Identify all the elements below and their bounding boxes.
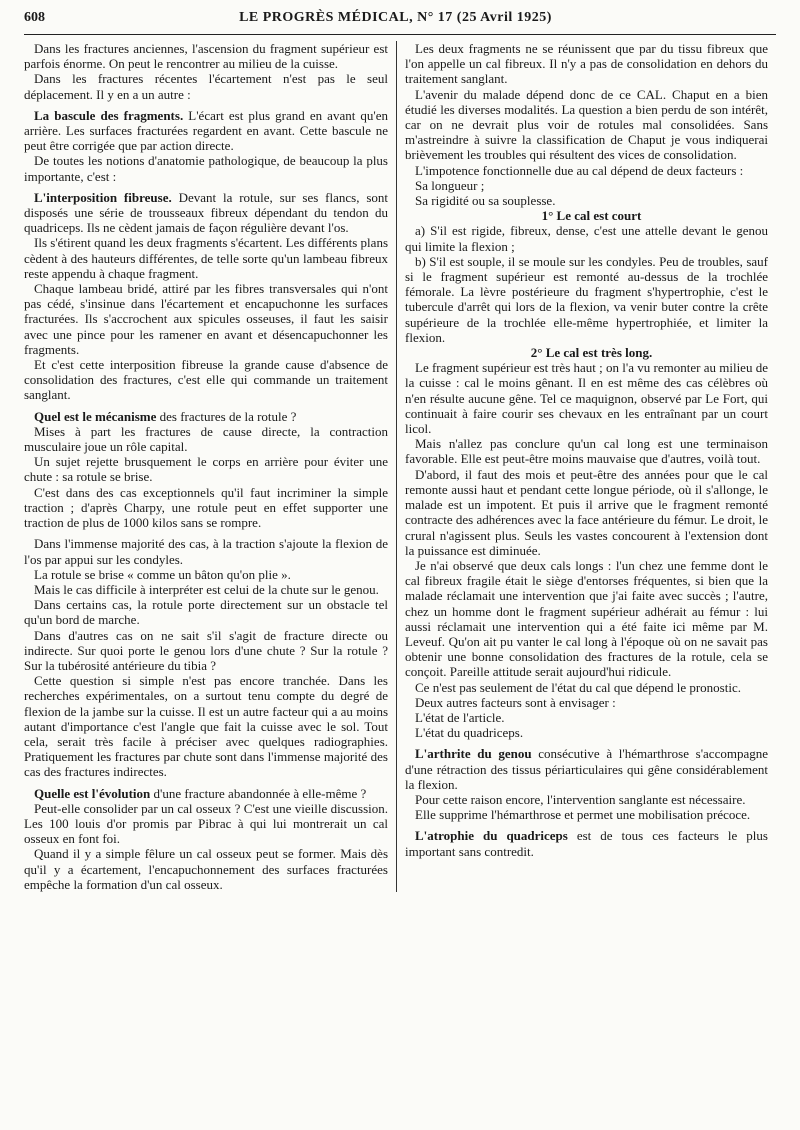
paragraph-text: Ce n'est pas seulement de l'état du cal que dépend le pronostic. [415,679,741,695]
paragraph [405,828,768,858]
paragraph [24,190,388,236]
paragraph [24,628,388,674]
paragraph [24,153,388,183]
left-column [24,41,396,892]
paragraph-text: a) S'il est rigide, fibreux, dense, c'est une attelle devant le genou qui limite la flexion ; [405,223,768,254]
paragraph-text: Peut-elle consolider par un cal osseux ? C'est une vieille discussion. Les 100 louis d'or promis par Pibrac à qui lui montrerait un cal osseux en font foi. [24,800,388,847]
paragraph-text: Ils s'étirent quand les deux fragments s'écartent. Les différents plans cèdent à des hauteurs différentes, de telle sorte qu'un lambeau fibreux reste appendu à chaque fragment. [24,235,388,281]
paragraph-text: des fractures de la rotule ? [156,408,297,424]
paragraph [405,558,768,680]
paragraph-text: Dans les fractures anciennes, l'ascension du fragment supérieur est parfois énorme. On peut le rencontrer au milieu de la cuisse. [24,41,388,72]
paragraph [405,193,768,208]
paragraph [405,680,768,695]
paragraph [24,567,388,582]
paragraph [24,41,388,71]
paragraph [24,846,388,892]
paragraph-text: Elle supprime l'hémarthrose et permet une mobilisation précoce. [415,807,751,823]
paragraph [405,807,768,822]
paragraph [405,178,768,193]
paragraph [405,163,768,178]
paragraph-text: Et c'est cette interposition fibreuse la grande cause d'absence de consolidation des fractures, c'est elle qui commande un traitement sanglant. [24,357,388,403]
paragraph-text: L'état de l'article. [415,709,505,725]
paragraph-text: Quand il y a simple fêlure un cal osseux peut se former. Mais dès qu'il y a écartement, l'encapuchonnement des surfaces fracturées empêche la formation d'un cal osseux. [24,846,388,892]
paragraph [24,424,388,454]
paragraph [24,673,388,779]
paragraph [24,801,388,847]
paragraph-text: est de tous ces facteurs le plus important sans contredit. [405,828,768,859]
paragraph-text: Dans l'immense majorité des cas, à la traction s'ajoute la flexion de l'os par appui sur les condyles. [24,536,388,567]
paragraph-text: Dans d'autres cas on ne sait s'il s'agit de fracture directe ou indirecte. Sur quoi porte le genou lors d'une chute ? Sur la rotule ? Sur la tubérosité antérieure du tibia ? [24,627,388,673]
paragraph-text: Un sujet rejette brusquement le corps en arrière pour éviter une chute : sa rotule se brise. [24,454,388,485]
paragraph [405,710,768,725]
section-subheading: 2° Le cal est très long. [530,345,653,361]
paragraph-text: Cette question si simple n'est pas encore tranchée. Dans les recherches expérimentales, on a surtout tenu compte du degré de flexion de la jambe sur la cuisse. Il est un autre facteur qui a au moins autant d'importance c'est l'angle que fait la cuisse avec le sol. Tout cela, serait très facile à préciser avec quelques radiographies. Pratiquement les fractures par chute sont dans l'immense majorité des cas des fractures indirectes. [24,673,388,780]
paragraph-text: D'abord, il faut des mois et peut-être des années pour que le cal remonte aussi haut et pendant cette longue période, où il s'allonge, le malade est un impotent. Et puis il arrive que le fragment remonté contracte des adhérences avec la face antérieure du fémur. Le droit, le crural n'agissent plus. Seuls les vastes concourent à l'extension dont la puissance est diminuée. [405,466,768,558]
run-in-heading: L'arthrite du genou [415,746,532,762]
paragraph [24,597,388,627]
paragraph [405,792,768,807]
paragraph-text: Je n'ai observé que deux cals longs : l'un chez une femme dont le cal fibreux fragile était le siège d'entorses fréquentes, si bien que la malade réclamait une intervention que j'ai faite avec succès ; l'autre, chez un homme dont le fragment supérieur adhérait au fémur : lui aussi réclamait une intervention qui a été faite ici même par M. Leveuf. Qu'on ait pu vanter le cal long à l'époque où on ne savait pas obtenir une bonne consolidation des fractures de la rotule, cela se conçoit. Pareille attitude serait aujourd'hui ridicule. [405,557,768,680]
paragraph-text: Sa rigidité ou sa souplesse. [415,193,556,209]
paragraph-text: Devant la rotule, sur ses flancs, sont disposés une série de trousseaux fibreux dépendant du tendon du quadriceps. Ils ne cèdent jamais de façon régulière devant l'os. [24,189,388,236]
paragraph-text: L'écart est plus grand en avant qu'en arrière. Les surfaces fracturées regardent en avant. Cette bascule ne peut être corrigée que par action directe. [24,107,389,154]
paragraph-text: Chaque lambeau bridé, attiré par les fibres transversales qui n'ont pas cédé, s'insinue dans l'écartement et encapuchonne les surfaces fracturées. Ils s'accrochent aux spicules osseuses, il faut les saisir avec une pince pour les ramener en avant et désencapuchonner les fragments. [24,281,388,357]
paragraph-text: Dans les fractures récentes l'écartement n'est pas le seul déplacement. Il y en a un autre : [24,71,388,102]
running-header [24,10,776,30]
page-number: 608 [24,10,45,25]
paragraph [24,108,388,154]
run-in-heading: Quel est le mécanisme [34,408,157,424]
paragraph [24,357,388,403]
paragraph-text: Sa longueur ; [415,177,485,193]
paragraph-text: Les deux fragments ne se réunissent que par du tissu fibreux que l'on appelle un cal fibreux. Il n'y a pas de consolidation en dehors du traitement sanglant. [405,41,768,87]
paragraph-text: La rotule se brise « comme un bâton qu'on plie ». [34,566,291,582]
paragraph-text: L'impotence fonctionnelle due au cal dépend de deux facteurs : [415,162,744,178]
paragraph-text: Mais le cas difficile à interpréter est celui de la chute sur le genou. [34,581,379,597]
paragraph-text: C'est dans des cas exceptionnels qu'il faut incriminer la simple traction ; d'après Charpy, une rotule peut en effet supporter une traction de plus de 1000 kilos sans se rompre. [24,484,388,531]
paragraph-text: Le fragment supérieur est très haut ; on l'a vu remonter au milieu de la cuisse : cal le moins gênant. Il en est même des cas célèbres où n'en résulte aucune gêne. Tel ce maquignon, observé par Le Fort, qui continuait à faire courir ses chevaux en les entraînant par un court licol. [405,360,768,437]
paragraph [405,746,768,792]
paragraph [405,360,768,436]
paragraph [405,436,768,466]
paragraph [405,254,768,345]
paragraph [24,235,388,281]
paragraph-text: L'avenir du malade dépend donc de ce CAL. Chaput en a bien étudié les diverses modalités. La question a bien perdu de son intérêt, car on ne devrait plus voir de rotules mal consolidées. Sans m'astreindre à suivre la classification de Chaput je vous indiquerai brièvement les troubles qui résultent des vices de consolidation. [405,86,768,163]
paragraph [24,786,388,801]
right-column [396,41,768,892]
header-rule [24,34,776,35]
paragraph-text: Mises à part les fractures de cause directe, la contraction musculaire joue un rôle capital. [24,423,388,455]
paragraph-text: De toutes les notions d'anatomie pathologique, de beaucoup la plus importante, c'est : [24,153,388,184]
paragraph-text: b) S'il est souple, il se moule sur les condyles. Peu de troubles, sauf si le fragment supérieur est remonté au-dessus de la trochlée fémorale. La lèvre postérieure du fragment s'hypertrophie, c'est le tubercule d'arrêt qui lors de la flexion, va venir buter contre la crête supérieure de la trochlée elle-même hypertrophiée, et limiter la flexion. [405,253,768,345]
paragraph [405,87,768,163]
paragraph [24,409,388,424]
paragraph [24,536,388,566]
paragraph-text: Dans certains cas, la rotule porte directement sur un obstacle tel qu'un bord de marche. [24,597,388,628]
paragraph [24,485,388,531]
article-columns [24,41,776,892]
run-in-heading: L'interposition fibreuse. [34,189,172,205]
run-in-heading: L'atrophie du quadriceps [415,828,568,844]
paragraph-text: consécutive à l'hémarthrose s'accompagne d'une rétraction des tissus périarticulaires qui gêne considérablement la flexion. [405,746,768,792]
paragraph-text: L'état du quadriceps. [415,725,524,741]
paragraph [24,71,388,101]
paragraph [24,454,388,484]
paragraph [405,695,768,710]
paragraph-text: Pour cette raison encore, l'intervention sanglante est nécessaire. [415,791,746,807]
paragraph-text: Deux autres facteurs sont à envisager : [415,694,616,710]
paragraph [24,582,388,597]
run-in-heading: La bascule des fragments. [34,107,184,123]
paragraph-text: d'une fracture abandonnée à elle-même ? [150,785,367,801]
paragraph [405,467,768,558]
paragraph-text: Mais n'allez pas conclure qu'un cal long est une terminaison favorable. Elle est peut-être moins mauvaise que d'autres, voilà tout. [405,436,768,467]
run-in-heading: Quelle est l'évolution [34,785,151,801]
section-subheading: 1° Le cal est court [541,208,642,224]
paragraph [405,41,768,87]
paragraph [405,725,768,740]
paragraph [24,281,388,357]
paragraph [405,223,768,253]
journal-title: LE PROGRÈS MÉDICAL, N° 17 (25 Avril 1925) [239,10,552,25]
